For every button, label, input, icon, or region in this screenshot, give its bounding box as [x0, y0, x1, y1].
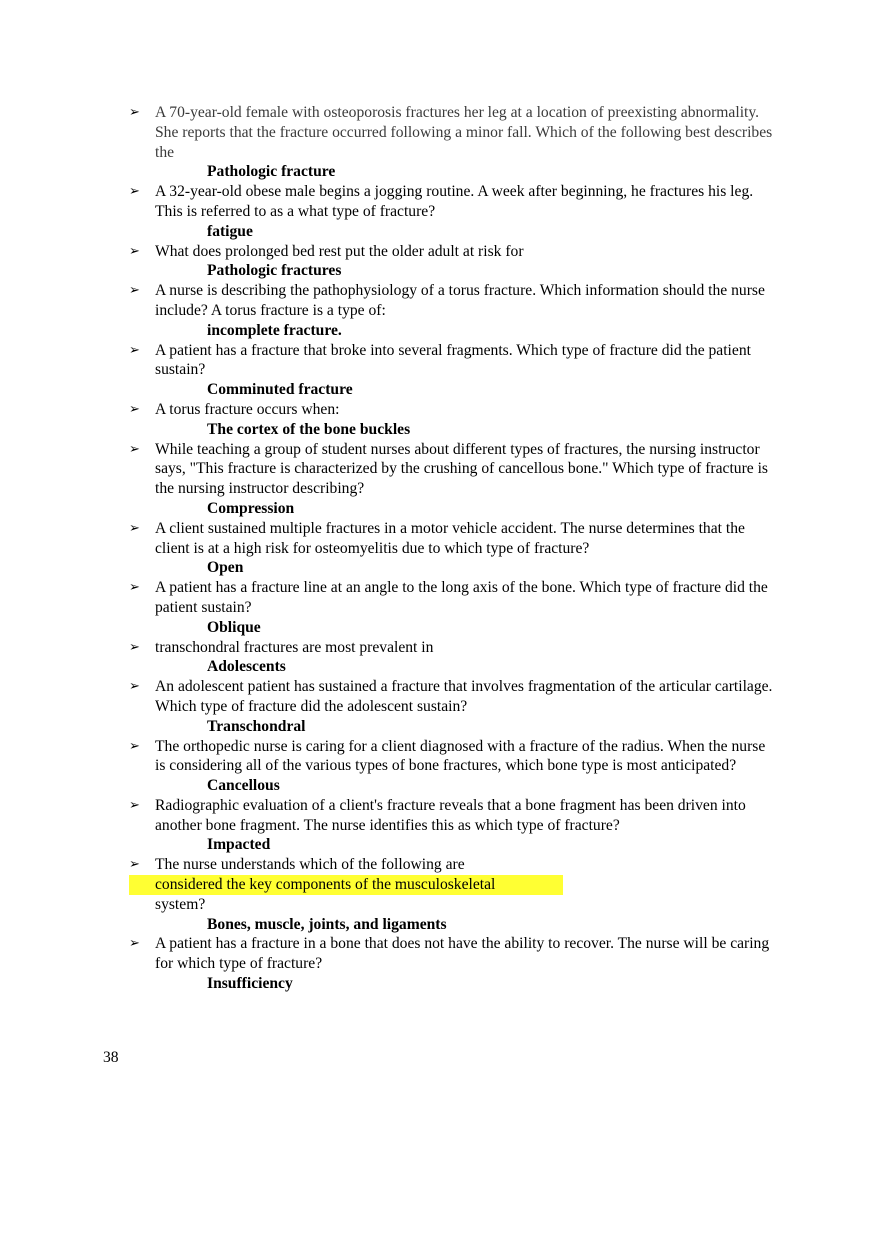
answer-text: Open	[207, 559, 244, 577]
arrow-bullet-icon: ➢	[129, 857, 140, 873]
answer-text: Pathologic fracture	[207, 163, 336, 181]
arrow-bullet-icon: ➢	[129, 738, 140, 754]
answer-text: Cancellous	[207, 777, 280, 795]
answer-text: Oblique	[207, 618, 261, 636]
question-text: A 70-year-old female with osteoporosis fractures her leg at a location of preexisting abnormality. She reports that the fracture occurred following a minor fall. Which of the following best describes the	[155, 104, 773, 161]
answer-text: Compression	[207, 499, 295, 517]
answer-text: Insufficiency	[207, 975, 293, 993]
answer-text: Bones, muscle, joints, and ligaments	[207, 915, 447, 933]
answer-text: The cortex of the bone buckles	[207, 420, 411, 438]
arrow-bullet-icon: ➢	[129, 441, 140, 457]
answer-text: Transchondral	[207, 717, 306, 735]
arrow-bullet-icon: ➢	[129, 639, 140, 655]
arrow-bullet-icon: ➢	[129, 105, 140, 120]
question-text: Radiographic evaluation of a client's fracture reveals that a bone fragment has been driven into another bone fragment. The nurse identifies this as which type of fracture?	[155, 796, 746, 834]
list-item	[129, 796, 779, 855]
question-text: A nurse is describing the pathophysiology of a torus fracture. Which information should the nurse include? A torus fracture is a type of:	[155, 282, 765, 319]
question-text-continued: system?	[155, 895, 206, 913]
question-text: An adolescent patient has sustained a fracture that involves fragmentation of the articular cartilage. Which type of fracture did the adolescent sustain?	[155, 678, 773, 715]
question-text: A torus fracture occurs when:	[155, 400, 340, 418]
list-item	[129, 242, 779, 282]
arrow-bullet-icon: ➢	[129, 580, 140, 596]
question-text: A patient has a fracture line at an angle to the long axis of the bone. Which type of fracture did the patient sustain?	[155, 579, 768, 616]
list-item	[129, 400, 779, 440]
highlighted-text: considered the key components of the musculoskeletal	[129, 875, 563, 895]
question-text: The nurse understands which of the following are	[155, 856, 465, 874]
list-item	[129, 440, 779, 519]
question-text: A 32-year-old obese male begins a jogging routine. A week after beginning, he fractures his leg. This is referred to as a what type of fracture?	[155, 183, 754, 220]
question-text: A patient has a fracture in a bone that does not have the ability to recover. The nurse will be caring for which type of fracture?	[155, 935, 770, 973]
question-text: A client sustained multiple fractures in a motor vehicle accident. The nurse determines that the client is at a high risk for osteomyelitis due to which type of fracture?	[155, 519, 745, 557]
list-item	[129, 103, 779, 182]
list-item	[129, 281, 779, 340]
arrow-bullet-icon: ➢	[129, 184, 140, 200]
arrow-bullet-icon: ➢	[129, 936, 140, 952]
answer-text: Adolescents	[207, 658, 286, 676]
list-item	[129, 341, 779, 400]
answer-text: Impacted	[207, 836, 271, 854]
answer-text: incomplete fracture.	[207, 321, 342, 339]
arrow-bullet-icon: ➢	[129, 283, 140, 299]
list-item	[129, 737, 779, 796]
list-item	[129, 638, 779, 678]
list-item	[129, 182, 779, 241]
question-text: The orthopedic nurse is caring for a client diagnosed with a fracture of the radius. When the nurse is considering all of the various types of bone fractures, which bone type is most anticipated?	[155, 737, 766, 775]
list-item	[129, 578, 779, 637]
list-item	[129, 855, 779, 934]
page-number: 38	[103, 1049, 119, 1066]
arrow-bullet-icon: ➢	[129, 520, 140, 536]
arrow-bullet-icon: ➢	[129, 797, 140, 813]
question-text: transchondral fractures are most prevalent in	[155, 638, 434, 656]
answer-text: Comminuted fracture	[207, 381, 353, 399]
answer-text: Pathologic fractures	[207, 262, 342, 280]
list-item	[129, 519, 779, 578]
question-answer-list	[129, 103, 779, 994]
question-text: What does prolonged bed rest put the older adult at risk for	[155, 242, 524, 260]
list-item	[129, 677, 779, 736]
arrow-bullet-icon: ➢	[129, 401, 140, 417]
question-text: While teaching a group of student nurses about different types of fractures, the nursing instructor says, "This fracture is characterized by the crushing of cancellous bone." Which type of fracture is the nursing instructor describing?	[155, 440, 768, 498]
answer-text: fatigue	[207, 222, 253, 240]
arrow-bullet-icon: ➢	[129, 342, 140, 358]
arrow-bullet-icon: ➢	[129, 679, 140, 695]
question-text: A patient has a fracture that broke into several fragments. Which type of fracture did the patient sustain?	[155, 341, 751, 379]
list-item	[129, 934, 779, 993]
arrow-bullet-icon: ➢	[129, 243, 140, 259]
